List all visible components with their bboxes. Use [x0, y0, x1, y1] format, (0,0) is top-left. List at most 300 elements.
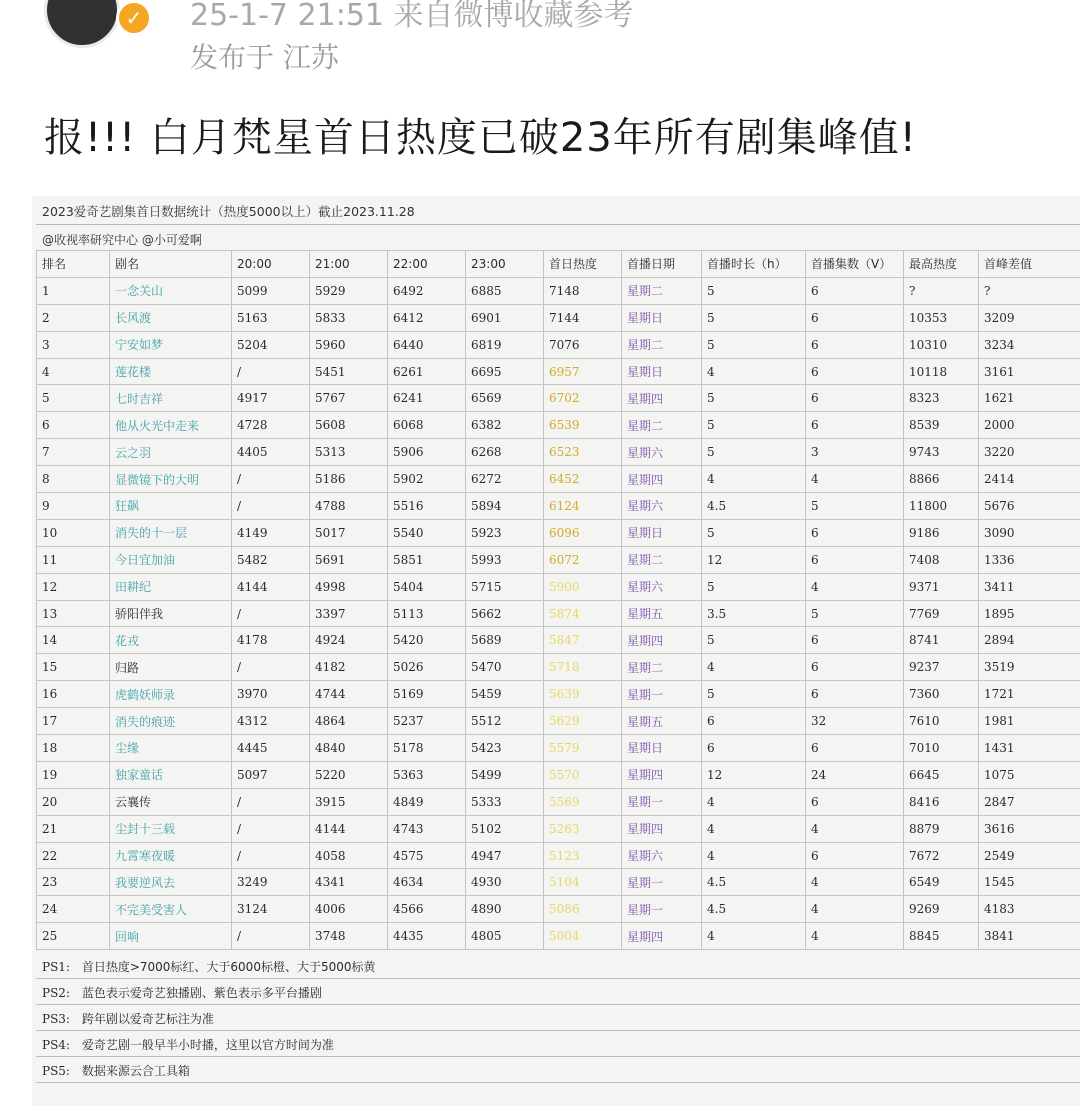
- heat-2200-cell: 5420: [388, 627, 466, 654]
- heat-2200-cell: 4849: [388, 788, 466, 815]
- heat-2000-cell: 5204: [232, 331, 310, 358]
- premiere-day-cell: 星期二: [622, 277, 702, 304]
- premiere-episodes-cell: 3: [806, 439, 904, 466]
- table-row: [37, 681, 1080, 708]
- table-row: [37, 735, 1080, 762]
- heat-2200-cell: 5404: [388, 573, 466, 600]
- first-day-heat-cell: 6539: [544, 412, 622, 439]
- heat-2200-cell: 5178: [388, 735, 466, 762]
- drama-name-cell: 田耕纪: [110, 573, 232, 600]
- premiere-episodes-cell: 4: [806, 466, 904, 493]
- rank-cell: 11: [37, 546, 110, 573]
- peak-diff-cell: 4183: [979, 896, 1080, 923]
- rank-cell: 5: [37, 385, 110, 412]
- column-header: 首播集数（V）: [806, 251, 904, 278]
- heat-2300-cell: 5470: [466, 654, 544, 681]
- table-row: [37, 654, 1080, 681]
- first-day-heat-cell: 5086: [544, 896, 622, 923]
- post-datetime: 25-1-7 21:51: [190, 0, 384, 33]
- heat-2300-cell: 4947: [466, 842, 544, 869]
- table-row: [37, 600, 1080, 627]
- peak-diff-cell: 3220: [979, 439, 1080, 466]
- premiere-hours-cell: 4: [702, 358, 806, 385]
- peak-diff-cell: 1075: [979, 761, 1080, 788]
- heat-2100-cell: 4341: [310, 869, 388, 896]
- heat-2200-cell: 5026: [388, 654, 466, 681]
- heat-2000-cell: /: [232, 654, 310, 681]
- premiere-episodes-cell: 6: [806, 519, 904, 546]
- first-day-heat-cell: 5847: [544, 627, 622, 654]
- table-row: [37, 331, 1080, 358]
- note-tag: PS2:: [42, 986, 70, 1000]
- heat-2100-cell: 4840: [310, 735, 388, 762]
- drama-name-cell: 一念关山: [110, 277, 232, 304]
- heat-2300-cell: 5894: [466, 493, 544, 520]
- premiere-hours-cell: 5: [702, 385, 806, 412]
- heat-2300-cell: 5333: [466, 788, 544, 815]
- peak-heat-cell: 7010: [904, 735, 979, 762]
- premiere-day-cell: 星期二: [622, 654, 702, 681]
- drama-name-cell: 花戎: [110, 627, 232, 654]
- premiere-hours-cell: 3.5: [702, 600, 806, 627]
- heat-2100-cell: 4924: [310, 627, 388, 654]
- heat-2100-cell: 4998: [310, 573, 388, 600]
- heat-2300-cell: 6272: [466, 466, 544, 493]
- rank-cell: 7: [37, 439, 110, 466]
- peak-heat-cell: 9743: [904, 439, 979, 466]
- heat-2000-cell: 4178: [232, 627, 310, 654]
- heat-2300-cell: 5715: [466, 573, 544, 600]
- table-row: [37, 277, 1080, 304]
- heat-2000-cell: 3970: [232, 681, 310, 708]
- rank-cell: 9: [37, 493, 110, 520]
- heat-2200-cell: 5113: [388, 600, 466, 627]
- heat-2100-cell: 4788: [310, 493, 388, 520]
- premiere-hours-cell: 4: [702, 815, 806, 842]
- premiere-day-cell: 星期六: [622, 842, 702, 869]
- first-day-heat-cell: 6523: [544, 439, 622, 466]
- heat-2000-cell: 3124: [232, 896, 310, 923]
- peak-diff-cell: 1981: [979, 708, 1080, 735]
- heat-2100-cell: 4744: [310, 681, 388, 708]
- heat-2100-cell: 4006: [310, 896, 388, 923]
- drama-name-cell: 尘封十三载: [110, 815, 232, 842]
- rank-cell: 3: [37, 331, 110, 358]
- heat-2200-cell: 4575: [388, 842, 466, 869]
- premiere-hours-cell: 5: [702, 277, 806, 304]
- peak-heat-cell: ?: [904, 277, 979, 304]
- peak-heat-cell: 9237: [904, 654, 979, 681]
- heat-2100-cell: 5451: [310, 358, 388, 385]
- table-row: [37, 304, 1080, 331]
- rank-cell: 13: [37, 600, 110, 627]
- premiere-episodes-cell: 6: [806, 412, 904, 439]
- heat-2100-cell: 5220: [310, 761, 388, 788]
- heat-2000-cell: 4917: [232, 385, 310, 412]
- table-row: [37, 493, 1080, 520]
- premiere-day-cell: 星期日: [622, 358, 702, 385]
- peak-heat-cell: 10310: [904, 331, 979, 358]
- peak-diff-cell: 1431: [979, 735, 1080, 762]
- note-tag: PS4:: [42, 1038, 70, 1052]
- premiere-day-cell: 星期二: [622, 331, 702, 358]
- peak-diff-cell: 1895: [979, 600, 1080, 627]
- table-row: [37, 842, 1080, 869]
- premiere-day-cell: 星期一: [622, 681, 702, 708]
- peak-heat-cell: 8845: [904, 923, 979, 950]
- table-row: [37, 869, 1080, 896]
- heat-2100-cell: 4058: [310, 842, 388, 869]
- heat-2100-cell: 5691: [310, 546, 388, 573]
- peak-diff-cell: 3616: [979, 815, 1080, 842]
- peak-diff-cell: 2000: [979, 412, 1080, 439]
- heat-2100-cell: 4182: [310, 654, 388, 681]
- peak-diff-cell: 3411: [979, 573, 1080, 600]
- heat-2100-cell: 5186: [310, 466, 388, 493]
- first-day-heat-cell: 5639: [544, 681, 622, 708]
- premiere-episodes-cell: 4: [806, 815, 904, 842]
- heat-2200-cell: 5902: [388, 466, 466, 493]
- premiere-episodes-cell: 4: [806, 869, 904, 896]
- first-day-heat-cell: 5579: [544, 735, 622, 762]
- premiere-day-cell: 星期一: [622, 869, 702, 896]
- peak-diff-cell: 3841: [979, 923, 1080, 950]
- drama-name-cell: 我要逆风去: [110, 869, 232, 896]
- heat-2300-cell: 5499: [466, 761, 544, 788]
- heat-2100-cell: 3915: [310, 788, 388, 815]
- note-item: [36, 979, 1080, 1005]
- peak-diff-cell: 1621: [979, 385, 1080, 412]
- premiere-hours-cell: 4: [702, 466, 806, 493]
- premiere-day-cell: 星期日: [622, 735, 702, 762]
- peak-heat-cell: 8741: [904, 627, 979, 654]
- first-day-heat-cell: 5629: [544, 708, 622, 735]
- drama-name-cell: 七时吉祥: [110, 385, 232, 412]
- heat-2200-cell: 4634: [388, 869, 466, 896]
- premiere-episodes-cell: 6: [806, 788, 904, 815]
- premiere-day-cell: 星期五: [622, 708, 702, 735]
- premiere-episodes-cell: 4: [806, 896, 904, 923]
- sheet-title: 2023爱奇艺剧集首日数据统计（热度5000以上）截止2023.11.28: [42, 204, 415, 219]
- table-row: [37, 385, 1080, 412]
- heat-2000-cell: 4144: [232, 573, 310, 600]
- heat-2200-cell: 6440: [388, 331, 466, 358]
- first-day-heat-cell: 6452: [544, 466, 622, 493]
- heat-2100-cell: 5608: [310, 412, 388, 439]
- heat-2200-cell: 6412: [388, 304, 466, 331]
- drama-name-cell: 云襄传: [110, 788, 232, 815]
- heat-2300-cell: 4930: [466, 869, 544, 896]
- heat-2000-cell: 5163: [232, 304, 310, 331]
- heat-2300-cell: 5423: [466, 735, 544, 762]
- heat-2200-cell: 6492: [388, 277, 466, 304]
- first-day-heat-cell: 5104: [544, 869, 622, 896]
- column-header: 首播日期: [622, 251, 702, 278]
- peak-heat-cell: 10118: [904, 358, 979, 385]
- heat-2300-cell: 6382: [466, 412, 544, 439]
- note-item: [36, 1031, 1080, 1057]
- premiere-day-cell: 星期四: [622, 761, 702, 788]
- heat-2300-cell: 5923: [466, 519, 544, 546]
- peak-heat-cell: 7610: [904, 708, 979, 735]
- post-source-link[interactable]: 微博收藏参考: [453, 0, 634, 33]
- drama-name-cell: 今日宜加油: [110, 546, 232, 573]
- note-text: 跨年剧以爱奇艺标注为准: [78, 1012, 214, 1026]
- premiere-day-cell: 星期二: [622, 412, 702, 439]
- heat-2300-cell: 5689: [466, 627, 544, 654]
- rank-cell: 17: [37, 708, 110, 735]
- premiere-episodes-cell: 6: [806, 358, 904, 385]
- verified-badge-icon: ✓: [116, 0, 152, 36]
- premiere-hours-cell: 5: [702, 331, 806, 358]
- premiere-hours-cell: 4.5: [702, 896, 806, 923]
- first-day-heat-cell: 6124: [544, 493, 622, 520]
- first-day-heat-cell: 7144: [544, 304, 622, 331]
- heat-2100-cell: 3748: [310, 923, 388, 950]
- table-row: [37, 788, 1080, 815]
- peak-diff-cell: 2894: [979, 627, 1080, 654]
- peak-heat-cell: 9371: [904, 573, 979, 600]
- column-header: 剧名: [110, 251, 232, 278]
- premiere-day-cell: 星期六: [622, 439, 702, 466]
- peak-heat-cell: 8879: [904, 815, 979, 842]
- first-day-heat-cell: 5874: [544, 600, 622, 627]
- heat-2000-cell: /: [232, 923, 310, 950]
- heat-2000-cell: 4405: [232, 439, 310, 466]
- heat-2000-cell: 5482: [232, 546, 310, 573]
- peak-heat-cell: 11800: [904, 493, 979, 520]
- peak-diff-cell: 3161: [979, 358, 1080, 385]
- table-row: [37, 627, 1080, 654]
- heat-2300-cell: 5459: [466, 681, 544, 708]
- premiere-episodes-cell: 6: [806, 627, 904, 654]
- table-row: [37, 815, 1080, 842]
- heat-2300-cell: 6569: [466, 385, 544, 412]
- column-header: 最高热度: [904, 251, 979, 278]
- premiere-day-cell: 星期六: [622, 493, 702, 520]
- column-header: 首播时长（h）: [702, 251, 806, 278]
- peak-heat-cell: 9186: [904, 519, 979, 546]
- first-day-heat-cell: 7076: [544, 331, 622, 358]
- peak-diff-cell: 5676: [979, 493, 1080, 520]
- heat-2100-cell: 5929: [310, 277, 388, 304]
- first-day-heat-cell: 5263: [544, 815, 622, 842]
- heat-2200-cell: 5851: [388, 546, 466, 573]
- premiere-hours-cell: 4: [702, 923, 806, 950]
- rank-cell: 23: [37, 869, 110, 896]
- heat-2000-cell: /: [232, 815, 310, 842]
- premiere-hours-cell: 5: [702, 573, 806, 600]
- heat-2200-cell: 5237: [388, 708, 466, 735]
- heat-2200-cell: 5363: [388, 761, 466, 788]
- note-item: [36, 1057, 1080, 1083]
- table-row: [37, 573, 1080, 600]
- divider: [36, 224, 1080, 225]
- peak-heat-cell: 8539: [904, 412, 979, 439]
- premiere-hours-cell: 5: [702, 627, 806, 654]
- premiere-hours-cell: 4: [702, 654, 806, 681]
- drama-name-cell: 狂飙: [110, 493, 232, 520]
- column-header: 首日热度: [544, 251, 622, 278]
- first-day-heat-cell: 6957: [544, 358, 622, 385]
- premiere-hours-cell: 5: [702, 304, 806, 331]
- drama-name-cell: 归路: [110, 654, 232, 681]
- table-row: [37, 896, 1080, 923]
- premiere-day-cell: 星期四: [622, 923, 702, 950]
- premiere-day-cell: 星期五: [622, 600, 702, 627]
- drama-name-cell: 消失的痕迹: [110, 708, 232, 735]
- heat-2100-cell: 4144: [310, 815, 388, 842]
- post-image[interactable]: [32, 196, 1080, 1106]
- first-day-heat-cell: 6702: [544, 385, 622, 412]
- heat-2200-cell: 6241: [388, 385, 466, 412]
- column-header: 排名: [37, 251, 110, 278]
- column-header: 首峰差值: [979, 251, 1080, 278]
- post-text: 报!!! 白月梵星首日热度已破23年所有剧集峰值!: [44, 115, 917, 161]
- premiere-day-cell: 星期六: [622, 573, 702, 600]
- rank-cell: 22: [37, 842, 110, 869]
- peak-diff-cell: 3519: [979, 654, 1080, 681]
- column-header: 21:00: [310, 251, 388, 278]
- avatar[interactable]: [44, 0, 120, 48]
- premiere-episodes-cell: 6: [806, 331, 904, 358]
- peak-diff-cell: 1545: [979, 869, 1080, 896]
- peak-heat-cell: 9269: [904, 896, 979, 923]
- premiere-episodes-cell: 6: [806, 681, 904, 708]
- heat-2100-cell: 5017: [310, 519, 388, 546]
- notes-list: [36, 953, 1080, 1083]
- heat-2200-cell: 5540: [388, 519, 466, 546]
- premiere-hours-cell: 5: [702, 439, 806, 466]
- drama-name-cell: 独家童话: [110, 761, 232, 788]
- note-text: 数据来源云合工具箱: [78, 1064, 190, 1078]
- heat-2100-cell: 5313: [310, 439, 388, 466]
- drama-name-cell: 他从火光中走来: [110, 412, 232, 439]
- source-prefix: 来自: [393, 0, 454, 33]
- heat-2000-cell: 4149: [232, 519, 310, 546]
- drama-name-cell: 回响: [110, 923, 232, 950]
- post-header: [0, 0, 1080, 80]
- note-tag: PS3:: [42, 1012, 70, 1026]
- heat-2300-cell: 5662: [466, 600, 544, 627]
- first-day-heat-cell: 6072: [544, 546, 622, 573]
- heat-2000-cell: /: [232, 842, 310, 869]
- heat-2200-cell: 4566: [388, 896, 466, 923]
- peak-heat-cell: 7672: [904, 842, 979, 869]
- heat-2200-cell: 6261: [388, 358, 466, 385]
- premiere-day-cell: 星期一: [622, 788, 702, 815]
- table-row: [37, 923, 1080, 950]
- drama-name-cell: 消失的十一层: [110, 519, 232, 546]
- heat-2000-cell: 4445: [232, 735, 310, 762]
- column-header: 23:00: [466, 251, 544, 278]
- first-day-heat-cell: 5569: [544, 788, 622, 815]
- heat-2000-cell: 5099: [232, 277, 310, 304]
- rank-cell: 21: [37, 815, 110, 842]
- note-text: 首日热度>7000标红、大于6000标橙、大于5000标黄: [78, 960, 376, 974]
- premiere-day-cell: 星期四: [622, 466, 702, 493]
- premiere-hours-cell: 5: [702, 681, 806, 708]
- premiere-episodes-cell: 6: [806, 277, 904, 304]
- premiere-day-cell: 星期四: [622, 385, 702, 412]
- table-row: [37, 466, 1080, 493]
- peak-heat-cell: 8866: [904, 466, 979, 493]
- drama-name-cell: 不完美受害人: [110, 896, 232, 923]
- table-header-row: [37, 251, 1080, 278]
- premiere-episodes-cell: 6: [806, 304, 904, 331]
- premiere-episodes-cell: 6: [806, 842, 904, 869]
- peak-diff-cell: 3090: [979, 519, 1080, 546]
- premiere-episodes-cell: 32: [806, 708, 904, 735]
- premiere-day-cell: 星期二: [622, 546, 702, 573]
- peak-heat-cell: 8323: [904, 385, 979, 412]
- heat-2300-cell: 6695: [466, 358, 544, 385]
- heat-2000-cell: /: [232, 600, 310, 627]
- premiere-episodes-cell: 5: [806, 493, 904, 520]
- peak-heat-cell: 10353: [904, 304, 979, 331]
- peak-diff-cell: 2414: [979, 466, 1080, 493]
- peak-diff-cell: 2549: [979, 842, 1080, 869]
- first-day-heat-cell: 5123: [544, 842, 622, 869]
- drama-name-cell: 显微镜下的大明: [110, 466, 232, 493]
- heat-2000-cell: /: [232, 466, 310, 493]
- rank-cell: 2: [37, 304, 110, 331]
- premiere-episodes-cell: 4: [806, 573, 904, 600]
- premiere-day-cell: 星期日: [622, 519, 702, 546]
- first-day-heat-cell: 7148: [544, 277, 622, 304]
- premiere-day-cell: 星期日: [622, 304, 702, 331]
- peak-diff-cell: 1721: [979, 681, 1080, 708]
- heat-2000-cell: /: [232, 358, 310, 385]
- heat-2300-cell: 5512: [466, 708, 544, 735]
- first-day-heat-cell: 5004: [544, 923, 622, 950]
- table-row: [37, 708, 1080, 735]
- premiere-hours-cell: 5: [702, 519, 806, 546]
- heat-2100-cell: 5833: [310, 304, 388, 331]
- stats-table: [36, 250, 1080, 950]
- heat-2000-cell: 4728: [232, 412, 310, 439]
- heat-2200-cell: 6068: [388, 412, 466, 439]
- premiere-hours-cell: 12: [702, 546, 806, 573]
- heat-2200-cell: 5516: [388, 493, 466, 520]
- peak-heat-cell: 7408: [904, 546, 979, 573]
- table-body: [37, 277, 1080, 949]
- drama-name-cell: 九霄寒夜暖: [110, 842, 232, 869]
- premiere-hours-cell: 4: [702, 842, 806, 869]
- rank-cell: 8: [37, 466, 110, 493]
- rank-cell: 19: [37, 761, 110, 788]
- first-day-heat-cell: 5570: [544, 761, 622, 788]
- rank-cell: 20: [37, 788, 110, 815]
- rank-cell: 6: [37, 412, 110, 439]
- table-row: [37, 761, 1080, 788]
- premiere-episodes-cell: 6: [806, 546, 904, 573]
- heat-2000-cell: 3249: [232, 869, 310, 896]
- column-header: 20:00: [232, 251, 310, 278]
- premiere-day-cell: 星期一: [622, 896, 702, 923]
- peak-heat-cell: 7360: [904, 681, 979, 708]
- note-item: [36, 1005, 1080, 1031]
- peak-heat-cell: 8416: [904, 788, 979, 815]
- peak-diff-cell: 3234: [979, 331, 1080, 358]
- heat-2100-cell: 3397: [310, 600, 388, 627]
- peak-diff-cell: 3209: [979, 304, 1080, 331]
- heat-2100-cell: 5767: [310, 385, 388, 412]
- heat-2200-cell: 4435: [388, 923, 466, 950]
- table-row: [37, 439, 1080, 466]
- rank-cell: 18: [37, 735, 110, 762]
- heat-2000-cell: 5097: [232, 761, 310, 788]
